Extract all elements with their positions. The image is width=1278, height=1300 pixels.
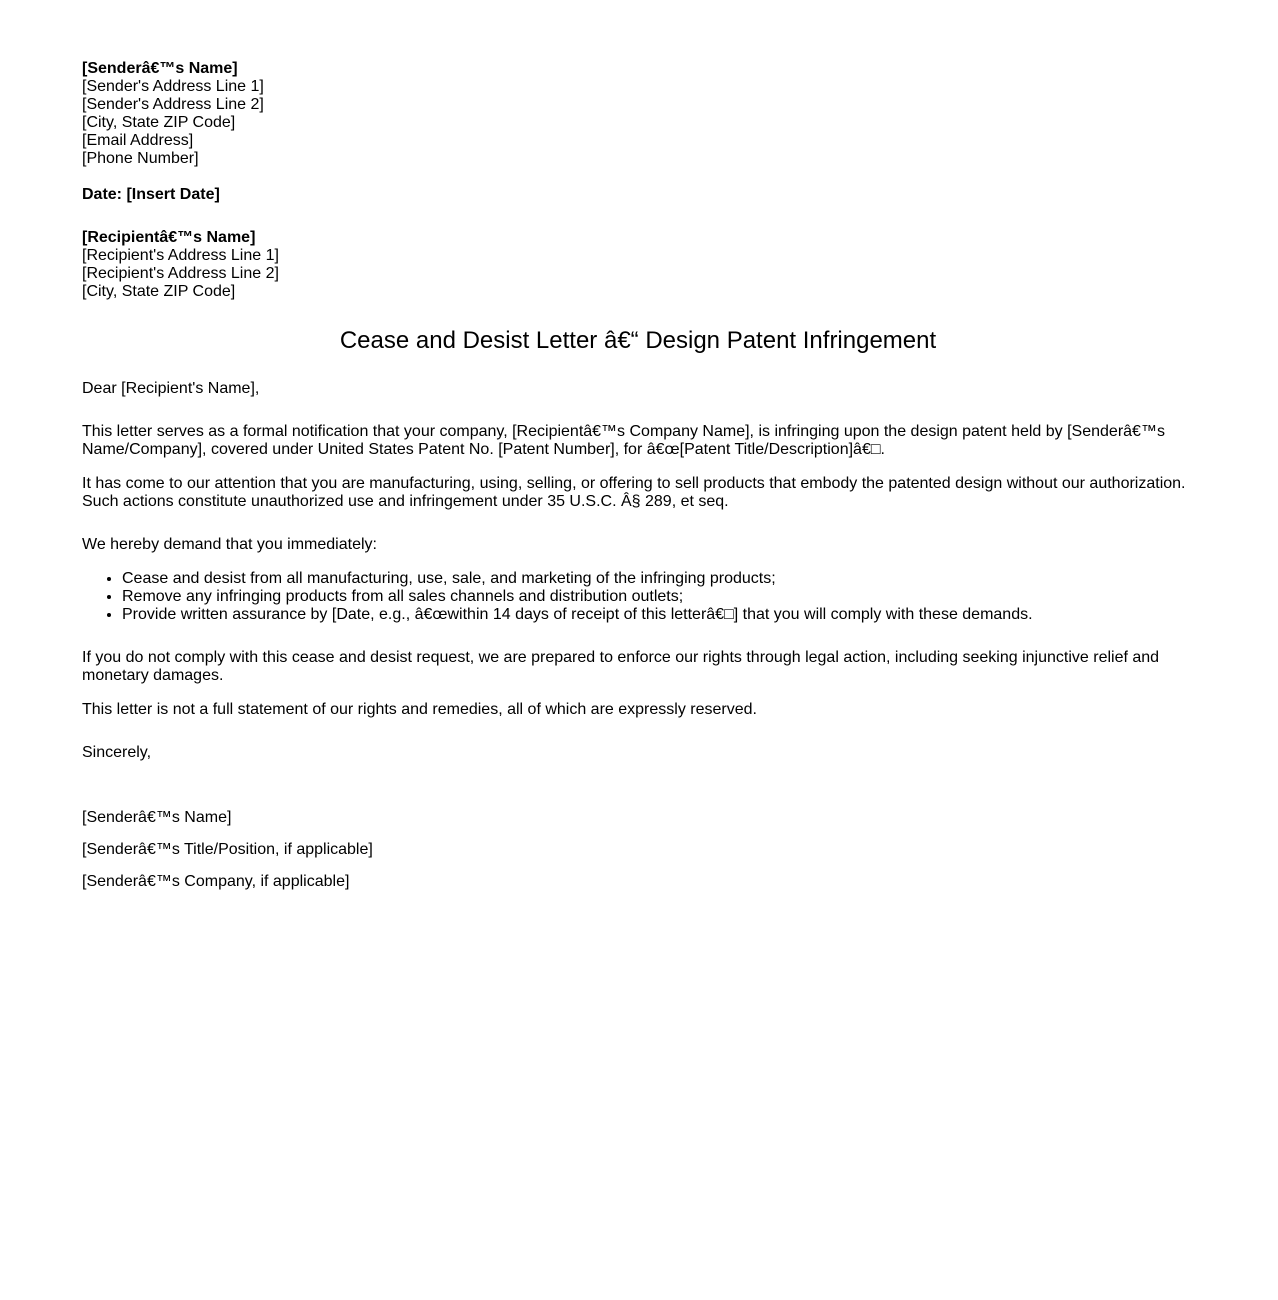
letter-title: Cease and Desist Letter â€“ Design Patent Infringement [339,327,937,354]
sender-email: [Email Address] [82,132,194,149]
demands-list [82,570,1194,624]
recipient-address-line-1: [Recipient's Address Line 1] [82,247,279,264]
demand-intro: We hereby demand that you immediately: [82,536,377,553]
infringement-paragraph: It has come to our attention that you are manufacturing, using, selling, or offering to sell products that embody the patented design without our authorization. Such actions constitute unauthorized use and infringement under 35 U.S.C. Â§ 289, et seq. [82,475,1186,510]
closing: Sincerely, [82,744,152,761]
demand-item: • Remove any infringing products from all sales channels and distribution outlets; [122,588,1194,606]
signature-company: [Senderâ€™s Company, if applicable] [82,873,350,890]
letter-document [82,60,1194,891]
notification-paragraph: This letter serves as a formal notification that your company, [Recipientâ€™s Company Name], is infringing upon the design patent held by [Senderâ€™s Name/Company], covered under United States Patent No. [Patent Number], for â€œ[Patent Title/Description]â€□. [82,423,1165,458]
sender-address-block [82,60,1194,168]
recipient-city-state-zip: [City, State ZIP Code] [82,283,236,300]
sender-city-state-zip: [City, State ZIP Code] [82,114,236,131]
demand-item: • Provide written assurance by [Date, e.g., â€œwithin 14 days of receipt of this letterâ€□] that you will comply with these demands. [122,606,1194,624]
date-line: Date: [Insert Date] [82,186,220,203]
reservation-paragraph: This letter is not a full statement of our rights and remedies, all of which are expressly reserved. [82,701,757,718]
sender-name: [Senderâ€™s Name] [82,60,238,77]
salutation: Dear [Recipient's Name], [82,380,260,397]
sender-address-line-2: [Sender's Address Line 2] [82,96,264,113]
enforcement-paragraph: If you do not comply with this cease and desist request, we are prepared to enforce our rights through legal action, including seeking injunctive relief and monetary damages. [82,649,1160,684]
sender-address-line-1: [Sender's Address Line 1] [82,78,264,95]
signature-name: [Senderâ€™s Name] [82,809,232,826]
recipient-address-block [82,229,1194,301]
sender-phone: [Phone Number] [82,150,199,167]
recipient-address-line-2: [Recipient's Address Line 2] [82,265,279,282]
demand-item: • Cease and desist from all manufacturing, use, sale, and marketing of the infringing products; [122,570,1194,588]
recipient-name: [Recipientâ€™s Name] [82,229,256,246]
signature-title: [Senderâ€™s Title/Position, if applicable] [82,841,373,858]
